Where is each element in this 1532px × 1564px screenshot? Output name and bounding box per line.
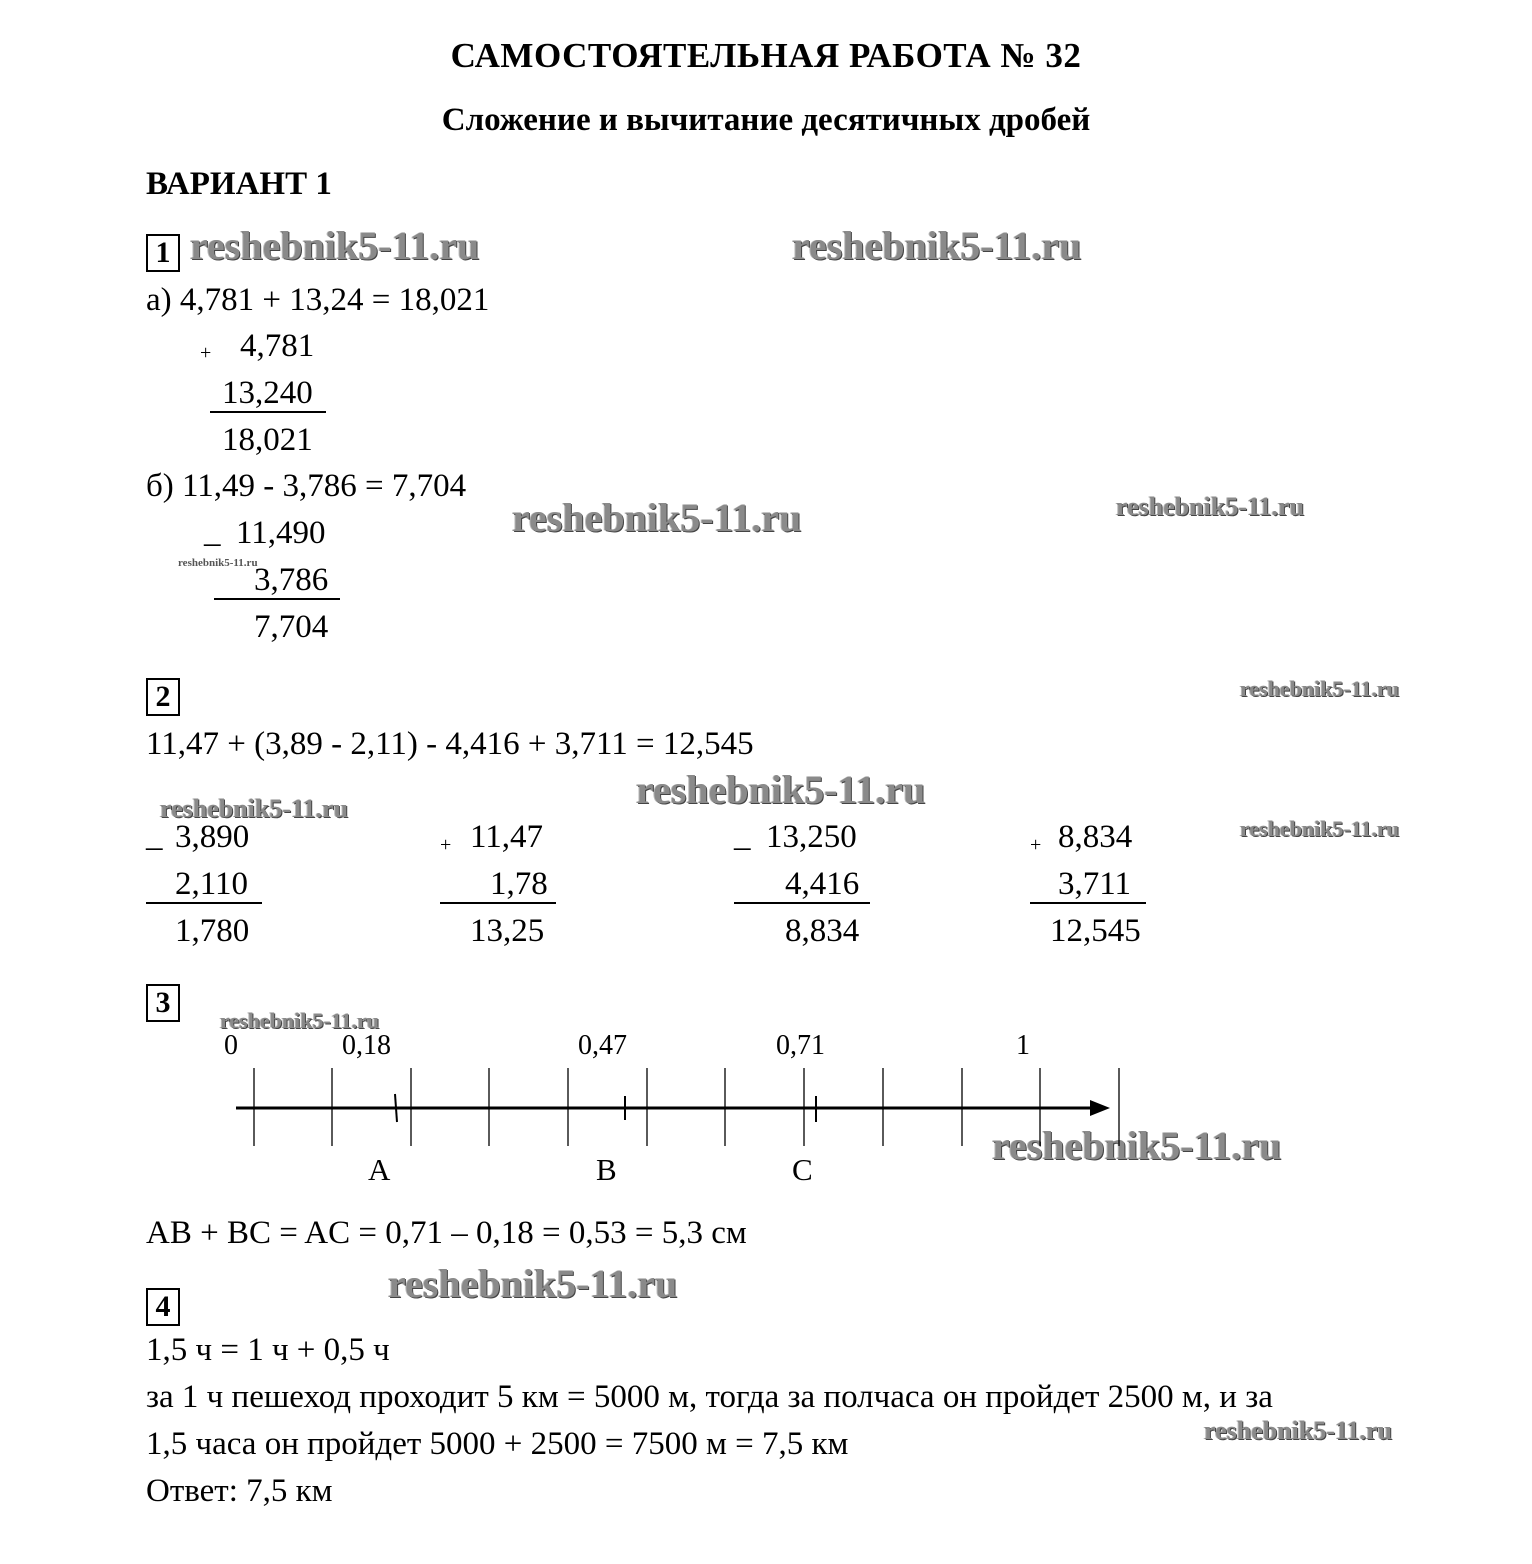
column-top: 13,250 [766,819,857,855]
point-label-b: B [596,1152,617,1187]
task1-b-equation: б) 11,49 - 3,786 = 7,704 [146,468,467,504]
watermark: reshebnik5-11.ru [992,1123,1282,1168]
task1-a-top: 4,781 [240,328,315,364]
column-bottom: 1,78 [490,866,548,902]
tick-label: 0,18 [342,1030,391,1061]
minus-sign: _ [146,818,163,854]
plus-sign: + [200,342,212,364]
task4-line1: 1,5 ч = 1 ч + 0,5 ч [146,1332,390,1368]
task1-a-equation: а) 4,781 + 13,24 = 18,021 [146,282,490,318]
page-subtitle: Сложение и вычитание десятичных дробей [441,102,1091,138]
task4-answer: Ответ: 7,5 км [146,1473,333,1509]
column-top: 8,834 [1058,819,1133,855]
page-title: САМОСТОЯТЕЛЬНАЯ РАБОТА № 32 [450,36,1082,75]
task-number-3: 3 [146,984,180,1022]
watermark: reshebnik5-11.ru [512,495,802,540]
task1-b-result: 7,704 [254,609,329,645]
column-bottom: 3,711 [1058,866,1132,902]
tick-label: 0,47 [578,1030,627,1061]
column-bottom: 2,110 [175,866,249,902]
point-label-c: C [792,1152,813,1187]
task-number-4: 4 [146,1288,180,1326]
task3-answer: AB + BC = AC = 0,71 – 0,18 = 0,53 = 5,3 см [146,1215,747,1251]
watermark: reshebnik5-11.ru [636,767,926,812]
watermark: reshebnik5-11.ru [160,794,349,823]
watermark: reshebnik5-11.ru [792,223,1082,268]
column-result: 12,545 [1050,913,1141,949]
task4-line3: 1,5 часа он пройдет 5000 + 2500 = 7500 м = 7,5 км [146,1426,849,1462]
task1-b-bottom: 3,786 [254,562,329,598]
watermark: reshebnik5-11.ru [1240,676,1400,701]
watermark: reshebnik5-11.ru [190,223,480,268]
task1-a-result: 18,021 [222,422,313,458]
watermark: reshebnik5-11.ru [1116,492,1305,521]
task2-expression: 11,47 + (3,89 - 2,11) - 4,416 + 3,711 = 12,545 [146,726,754,762]
watermark: reshebnik5-11.ru [1204,1416,1393,1445]
task-number-1: 1 [146,234,180,272]
watermark: reshebnik5-11.ru [178,557,258,569]
plus-sign: + [1030,834,1042,856]
task1-b-top: 11,490 [236,515,326,551]
column-bottom: 4,416 [785,866,860,902]
watermark: reshebnik5-11.ru [220,1008,380,1033]
tick-label: 1 [1016,1030,1030,1061]
variant-heading: ВАРИАНТ 1 [146,166,332,202]
task-number-2: 2 [146,678,180,716]
column-top: 3,890 [175,819,250,855]
watermark: reshebnik5-11.ru [388,1261,678,1306]
tick-label: 0,71 [776,1030,825,1061]
plus-sign: + [440,834,452,856]
column-result: 13,25 [470,913,545,949]
tick-label: 0 [224,1030,238,1061]
column-top: 11,47 [470,819,544,855]
column-result: 8,834 [785,913,860,949]
minus-sign: _ [204,514,221,550]
column-result: 1,780 [175,913,250,949]
task4-line2: за 1 ч пешеход проходит 5 км = 5000 м, тогда за полчаса он пройдет 2500 м, и за [146,1379,1273,1415]
watermark: reshebnik5-11.ru [1240,816,1400,841]
minus-sign: _ [734,818,751,854]
point-label-a: A [368,1152,391,1187]
task1-a-bottom: 13,240 [222,375,313,411]
